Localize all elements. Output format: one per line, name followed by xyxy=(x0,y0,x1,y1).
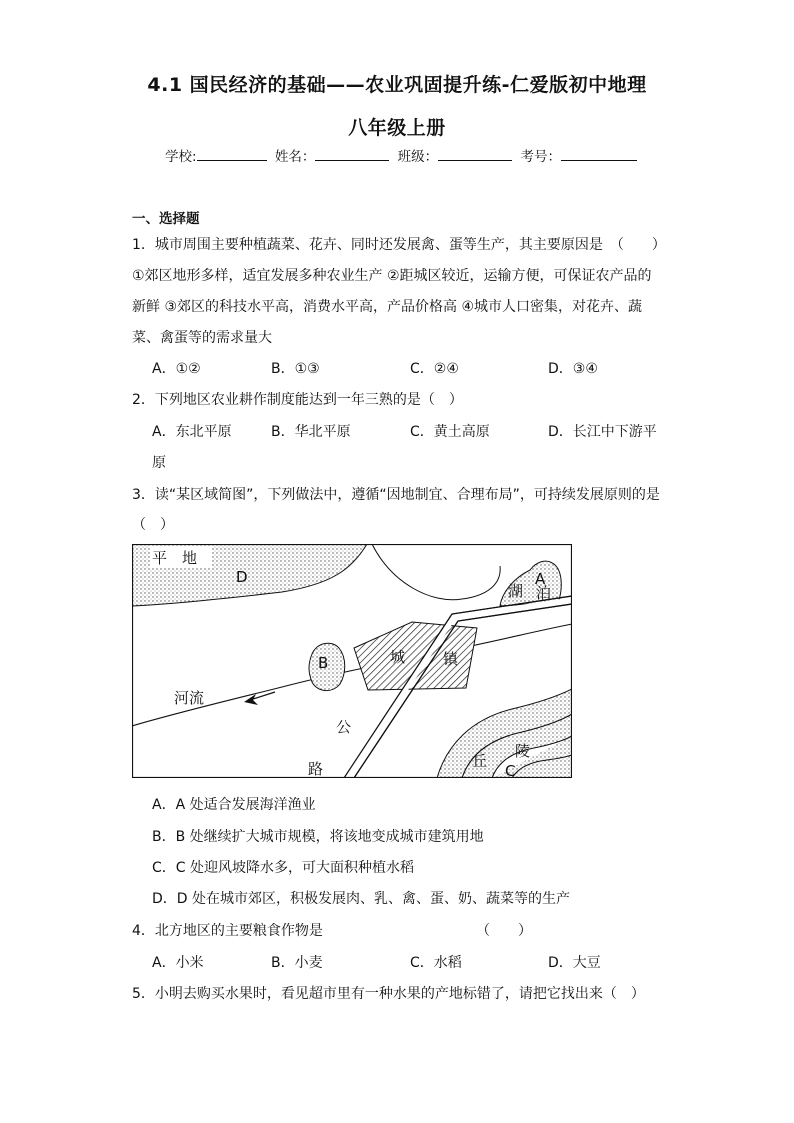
class-blank[interactable] xyxy=(438,146,512,161)
label-c: C xyxy=(505,762,516,778)
label-lake-2: 泊 xyxy=(536,584,552,602)
exam-no-label: 考号： xyxy=(520,149,561,165)
label-a: A xyxy=(535,570,546,588)
q2-option-a[interactable]: A．东北平原 xyxy=(152,424,232,440)
label-lake-1: 湖 xyxy=(508,582,524,600)
label-d: D xyxy=(236,568,248,586)
q3-paren: （ ） xyxy=(132,517,174,533)
q3-option-d[interactable]: D．D 处在城市郊区，积极发展肉、乳、禽、蛋、奶、蔬菜等的生产 xyxy=(152,891,571,907)
q4-stem: 4．北方地区的主要粮食作物是 xyxy=(132,923,323,939)
page-subtitle: 八年级上册 xyxy=(348,117,446,139)
region-sketch-map xyxy=(132,544,572,778)
section-title: 一、选择题 xyxy=(132,211,200,227)
label-road-2: 路 xyxy=(308,760,324,778)
class-label: 班级： xyxy=(397,149,439,165)
q1-option-b[interactable]: B．①③ xyxy=(271,361,320,377)
label-plain: 平 地 xyxy=(152,549,198,567)
q4-option-c[interactable]: C．水稻 xyxy=(410,955,462,971)
q4-option-b[interactable]: B．小麦 xyxy=(271,955,323,971)
page-title: 4.1 国民经济的基础——农业巩固提升练-仁爱版初中地理 xyxy=(147,74,647,96)
q4-option-d[interactable]: D．大豆 xyxy=(548,955,601,971)
q2-stem: 2．下列地区农业耕作制度能达到一年三熟的是（ ） xyxy=(132,392,463,408)
q1-stem: 1．城市周围主要种植蔬菜、花卉、同时还发展禽、蛋等生产，其主要原因是 （ ） xyxy=(132,237,666,253)
exam-no-blank[interactable] xyxy=(561,146,637,161)
name-blank[interactable] xyxy=(315,146,389,161)
label-b: B xyxy=(318,654,329,672)
q1-option-a[interactable]: A．①② xyxy=(152,361,201,377)
q1-line4: 菜、禽蛋等的需求量大 xyxy=(132,330,272,346)
q2-option-c[interactable]: C．黄土高原 xyxy=(410,424,490,440)
label-town-1: 城 xyxy=(390,648,406,666)
label-hill-2: 陵 xyxy=(515,742,531,760)
q3-option-c[interactable]: C．C 处迎风坡降水多，可大面积种植水稻 xyxy=(152,860,414,876)
q1-option-c[interactable]: C．②④ xyxy=(410,361,459,377)
label-road-1: 公 xyxy=(336,718,352,736)
q3-option-b[interactable]: B．B 处继续扩大城市规模，将该地变成城市建筑用地 xyxy=(152,829,484,845)
q1-line3: 新鲜 ③郊区的科技水平高，消费水平高，产品价格高 ④城市人口密集，对花卉、蔬 xyxy=(132,299,642,315)
q1-line2: ①郊区地形多样，适宜发展多种农业生产 ②距城区较近，运输方便，可保证农产品的 xyxy=(132,268,652,284)
school-label: 学校: xyxy=(165,149,197,165)
label-hill-1: 丘 xyxy=(472,752,488,770)
river-bank-upper xyxy=(372,544,500,600)
q4-option-a[interactable]: A．小米 xyxy=(152,955,204,971)
student-info-line xyxy=(165,145,641,165)
q4-paren: （ ） xyxy=(476,923,532,939)
q3-stem: 3．读“某区域简图”，下列做法中，遵循“因地制宜、合理布局”，可持续发展原则的是 xyxy=(132,487,660,503)
q3-option-a[interactable]: A．A 处适合发展海洋渔业 xyxy=(152,797,316,813)
label-town-2: 镇 xyxy=(443,650,459,668)
q5-stem: 5．小明去购买水果时，看见超市里有一种水果的产地标错了，请把它找出来（ ） xyxy=(132,986,645,1002)
q2-option-b[interactable]: B．华北平原 xyxy=(271,424,351,440)
town-area xyxy=(354,622,477,690)
label-river: 河流 xyxy=(174,689,205,707)
q2-option-d[interactable]: D．长江中下游平 xyxy=(548,424,657,440)
q1-option-d[interactable]: D．③④ xyxy=(548,361,598,377)
name-label: 姓名： xyxy=(274,149,316,165)
school-blank[interactable] xyxy=(197,146,267,161)
q2-option-d-wrap: 原 xyxy=(152,455,166,471)
